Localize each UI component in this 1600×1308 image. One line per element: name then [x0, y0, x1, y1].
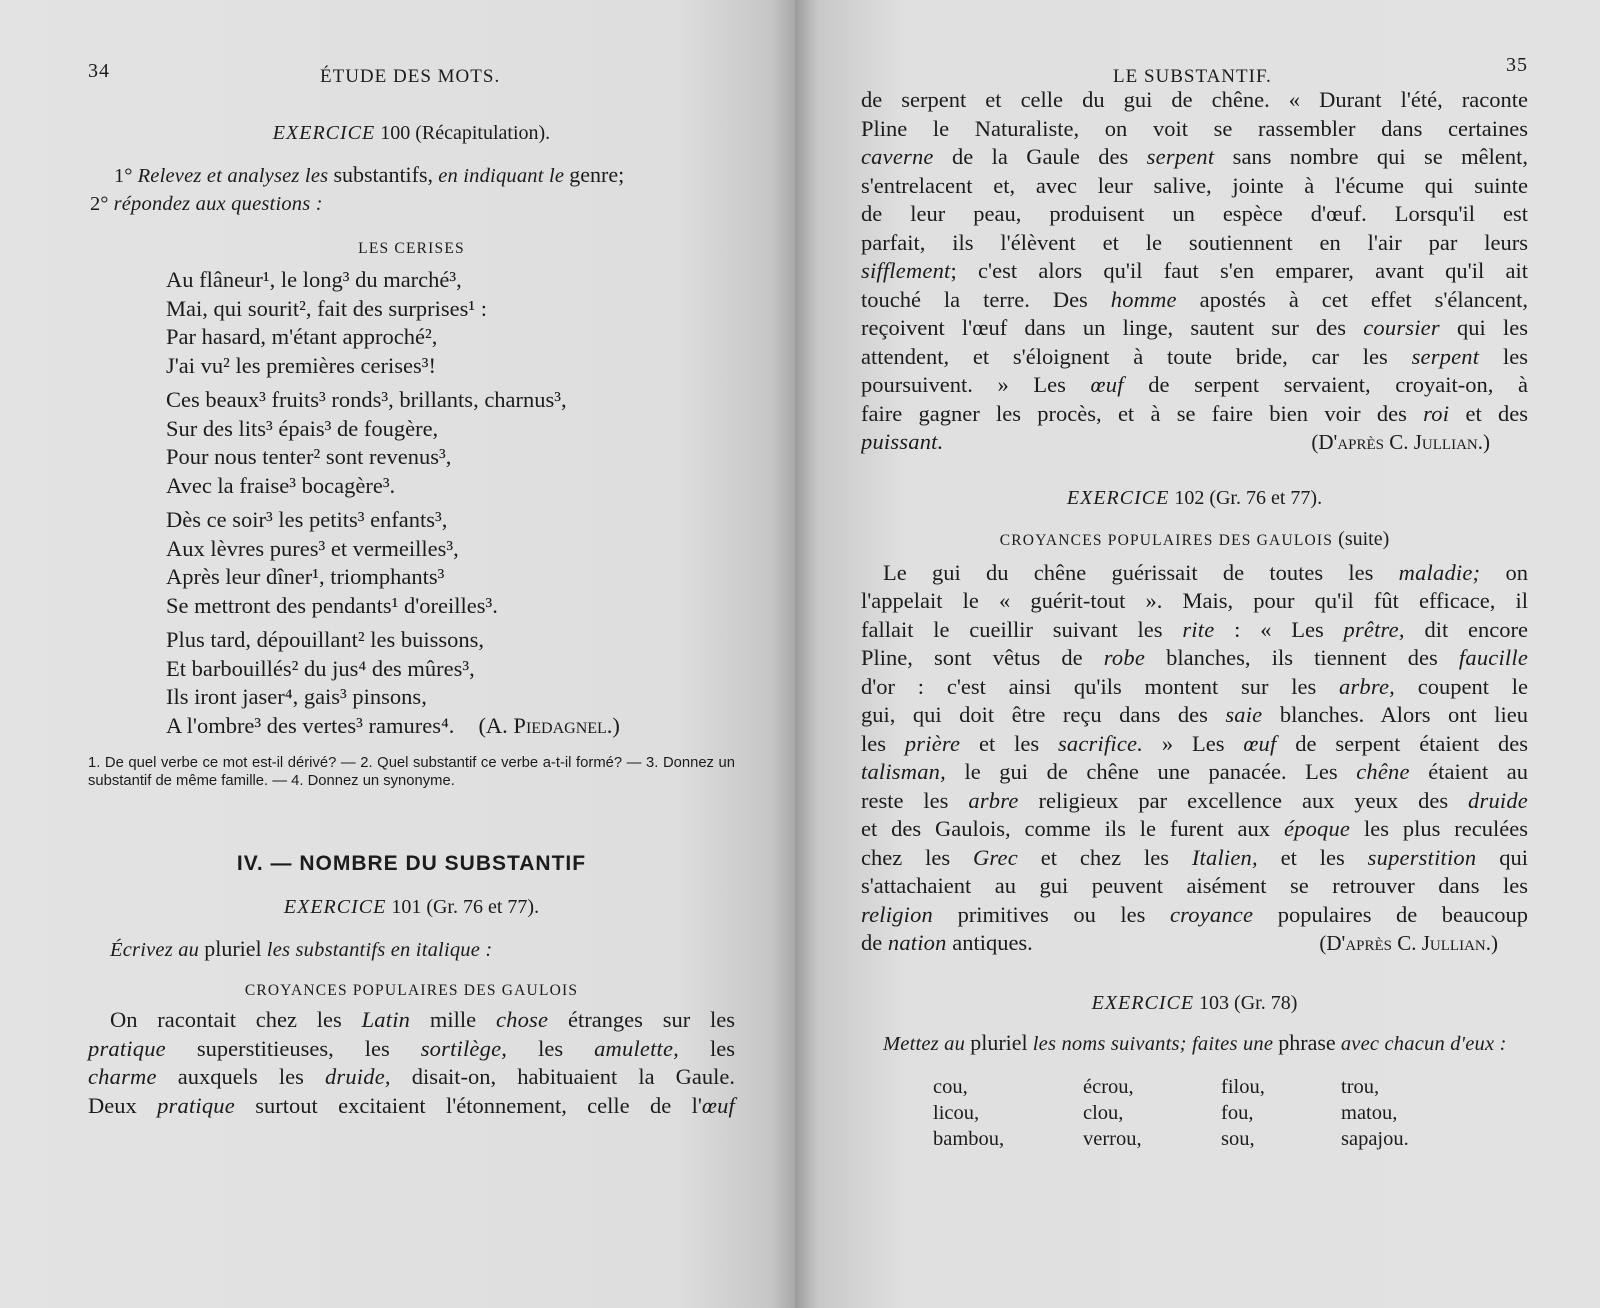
exercise-101-heading	[88, 896, 735, 919]
poem-title: LES CERISES	[358, 240, 465, 257]
poem-line: Dès ce soir³ les petits³ enfants³,	[166, 507, 448, 532]
exercise-subtitle: (Récapitulation).	[415, 122, 551, 144]
text-run: chez les	[861, 844, 973, 870]
exercise-100-instructions	[88, 161, 735, 190]
italic-word: œuf	[1090, 372, 1124, 397]
text-run: et des Gaulois, comme ils le furent aux	[861, 816, 1284, 841]
poem-line: Au flâneur¹, le long³ du marché³,	[166, 267, 462, 292]
left-running-head	[88, 60, 735, 90]
text-run: blanches. Alors ont lieu	[1262, 702, 1528, 727]
exercise-102-title-text: CROYANCES POPULAIRES DES GAULOIS	[999, 531, 1334, 549]
text-run: de serpent servaient, croyait-on, à	[1123, 372, 1528, 397]
text-run: parfait, ils l'élèvent et le soutiennent en l'air par leurs	[861, 229, 1528, 255]
exercise-103-heading	[861, 992, 1528, 1015]
poem-attribution: (A. Piedagnel.)	[478, 712, 620, 738]
text-line	[88, 1092, 735, 1121]
poem	[88, 266, 735, 740]
exercise-101-title: CROYANCES POPULAIRES DES GAULOIS	[244, 982, 579, 999]
text-line	[861, 758, 1528, 787]
text-run: » Les	[1143, 730, 1244, 756]
text-line	[861, 86, 1528, 115]
poem-line: Avec la fraise³ bocagère³.	[166, 472, 396, 498]
text-run: et des	[1449, 400, 1529, 426]
poem-line: A l'ombre³ des vertes³ ramures⁴. (A. Piedagnel.)	[166, 712, 620, 738]
poem-stanza	[166, 266, 735, 380]
text-line	[861, 559, 1528, 588]
text-run: de serpent et celle du gui de chêne. « Durant l'été, raconte	[861, 87, 1528, 112]
exercise-102-final-line	[861, 929, 1528, 958]
text-run: étaient au	[1409, 759, 1529, 784]
poem-line: Sur des lits³ épais³ de fougère,	[166, 415, 439, 441]
italic-word: caverne	[861, 144, 934, 169]
word-list	[933, 1074, 1528, 1152]
italic-word: serpent	[1146, 144, 1215, 169]
text-run: poursuivent. » Les	[861, 372, 1091, 397]
text-line	[861, 872, 1528, 901]
text-line	[861, 815, 1528, 844]
right-running-title: LE SUBSTANTIF.	[1113, 66, 1272, 87]
text-run: de serpent étaient des	[1276, 730, 1528, 756]
left-page	[0, 0, 795, 1308]
italic-word: époque	[1283, 816, 1351, 841]
poem-line: Plus tard, dépouillant² les buissons,	[166, 627, 484, 652]
text-run: les plus reculées	[1350, 816, 1529, 841]
exercise-101-text	[88, 1006, 735, 1120]
poem-line: Après leur dîner¹, triomphants³	[166, 564, 445, 589]
exercise-101-attribution: (D'après C. Jullian.)	[1311, 430, 1490, 454]
left-running-title: ÉTUDE DES MOTS.	[320, 66, 501, 87]
italic-word: chose	[495, 1007, 549, 1032]
italic-word: sortilège,	[420, 1035, 508, 1061]
section-title: IV. — NOMBRE DU SUBSTANTIF	[236, 852, 587, 875]
word-item: écrou,	[1083, 1075, 1134, 1098]
text-run: attendent, et s'éloignent à toute bride, car les	[861, 343, 1412, 369]
poem-stanza	[166, 626, 735, 740]
text-run: ; c'est alors qu'il faut s'en emparer, avant qu'il ait	[950, 258, 1528, 283]
italic-word: roi	[1423, 400, 1450, 426]
left-page-number: 34	[88, 60, 110, 82]
right-running-head	[861, 54, 1528, 90]
italic-word: arbre	[968, 787, 1019, 813]
text-line	[88, 1006, 735, 1035]
exercise-number: 102	[1174, 486, 1205, 509]
text-run: les	[679, 1035, 735, 1061]
poem-line: J'ai vu² les premières cerises³!	[166, 352, 436, 378]
italic-word: Grec	[972, 844, 1018, 870]
italic-word: croyance	[1169, 901, 1254, 927]
text-line	[861, 616, 1528, 645]
poem-line: Ces beaux³ fruits³ ronds³, brillants, charnus³,	[166, 387, 567, 412]
instruction-text: Mettez au	[883, 1032, 966, 1055]
text-run: : « Les	[1214, 616, 1344, 642]
text-run: s'entrelacent et, avec leur salive, jointe à l'écume qui suinte	[861, 172, 1528, 198]
text-run: surtout excitaient l'étonnement, celle de l'	[234, 1092, 702, 1118]
exercise-101-continuation	[861, 86, 1528, 428]
italic-word: prêtre,	[1343, 616, 1405, 642]
word-item: licou,	[933, 1101, 980, 1124]
italic-word: amulette,	[594, 1035, 679, 1061]
italic-word: religion	[861, 901, 934, 927]
text-run: sans nombre qui se mêlent,	[1214, 144, 1528, 169]
exercise-number: 101	[391, 896, 422, 918]
text-line	[861, 314, 1528, 343]
text-line	[861, 143, 1528, 172]
instruction-text: les substantifs en italique :	[266, 939, 493, 961]
text-run: Le gui du chêne guérissait de toutes les	[883, 559, 1399, 585]
text-line	[861, 343, 1528, 372]
text-run: l'appelait le « guérit-tout ». Mais, pour qu'il fût efficace, il	[861, 588, 1528, 613]
text-run: touché la terre. Des	[861, 286, 1111, 312]
text-run: reste les	[861, 787, 969, 813]
text-run: Pline le Naturaliste, on voit se rassembler dans certaines	[861, 115, 1528, 141]
poem-line: Se mettront des pendants¹ d'oreilles³.	[166, 592, 498, 618]
exercise-subtitle: (Gr. 76 et 77).	[426, 896, 540, 918]
exercise-101-instructions	[88, 935, 735, 964]
italic-word: œuf	[1243, 730, 1277, 756]
italic-word: chêne	[1356, 759, 1410, 784]
instruction-text: les noms suivants; faites une	[1032, 1032, 1274, 1055]
exercise-subtitle: (Gr. 76 et 77).	[1209, 486, 1323, 509]
poem-line: Par hasard, m'étant approché²,	[166, 324, 438, 349]
text-line	[861, 673, 1528, 702]
text-run: faire gagner les procès, et à se faire bien voir des	[861, 400, 1424, 426]
text-line	[861, 371, 1528, 400]
italic-word: charme	[88, 1064, 157, 1089]
text-run: et chez les	[1017, 844, 1192, 870]
text-line	[861, 587, 1528, 616]
poem-stanza	[166, 386, 735, 500]
right-page-number: 35	[1506, 54, 1528, 76]
italic-word: faucille	[1458, 645, 1528, 670]
text-run: primitives ou les	[933, 901, 1170, 927]
italic-word: rite	[1182, 616, 1215, 642]
exercise-100-heading	[88, 122, 735, 145]
instruction-keyword: phrase	[1278, 1029, 1336, 1055]
text-run: qui	[1476, 844, 1528, 870]
instruction-text: avec chacun d'eux :	[1340, 1032, 1507, 1055]
exercise-label: EXERCICE	[283, 896, 387, 918]
word-item: sapajou.	[1341, 1127, 1409, 1150]
text-line	[861, 844, 1528, 873]
text-run: coupent le	[1395, 673, 1528, 699]
italic-word: superstition	[1367, 844, 1477, 870]
italic-word: saie	[1225, 702, 1263, 727]
instruction-number: 2°	[90, 193, 109, 215]
text-run: s'attachaient au gui peuvent aisément se retrouver dans les	[861, 873, 1528, 898]
text-run: les	[861, 730, 905, 756]
instruction-text: Relevez et analysez les	[137, 165, 329, 187]
instruction-text: en indiquant le	[438, 165, 565, 187]
instruction-keyword: pluriel	[970, 1029, 1028, 1055]
instruction-keyword: pluriel	[204, 936, 262, 961]
italic-word: sifflement	[861, 258, 951, 283]
text-run: et les	[960, 730, 1058, 756]
italic-word: homme	[1110, 286, 1177, 312]
exercise-102-attribution: (D'après C. Jullian.)	[1319, 931, 1498, 955]
text-run: On racontait chez les	[110, 1007, 362, 1032]
text-line	[88, 1035, 735, 1064]
text-run: auxquels les	[156, 1064, 325, 1089]
right-page	[795, 0, 1600, 1308]
final-line-word: nation	[887, 930, 947, 955]
italic-word: coursier	[1363, 315, 1440, 340]
poem-line: Ils iront jaser⁴, gais³ pinsons,	[166, 684, 427, 709]
final-word: puissant.	[861, 429, 944, 454]
italic-word: pratique	[157, 1092, 235, 1118]
exercise-label: EXERCICE	[1091, 991, 1195, 1014]
italic-word: druide	[1468, 787, 1528, 813]
word-item: cou,	[933, 1075, 968, 1098]
text-run: reçoivent l'œuf dans un linge, sautent sur des	[861, 315, 1364, 340]
exercise-102-text	[861, 559, 1528, 930]
word-item: bambou,	[933, 1127, 1005, 1150]
instruction-keyword: substantifs,	[333, 162, 434, 187]
text-run: qui les	[1439, 315, 1528, 340]
exercise-100-notes: 1. De quel verbe ce mot est-il dérivé? — 2. Quel substantif ce verbe a-t-il formé? — 3. Donnez un substantif de même famille. — 4. Donnez un synonyme.	[88, 755, 735, 789]
final-line-end: antiques.	[946, 930, 1033, 955]
text-run: Pline, sont vêtus de	[861, 645, 1104, 670]
instruction-number: 1°	[114, 165, 133, 187]
italic-word: arbre,	[1339, 673, 1395, 699]
italic-word: Italien,	[1191, 844, 1258, 870]
exercise-label: EXERCICE	[272, 122, 376, 144]
text-run: apostés à cet effet s'élancent,	[1176, 286, 1528, 312]
text-run: d'or : c'est ainsi qu'ils montent sur les	[861, 673, 1339, 699]
text-run: disait-on, habituaient la Gaule.	[390, 1064, 735, 1089]
text-run: blanches, ils tiennent des	[1145, 645, 1459, 670]
poem-line: Mai, qui sourit², fait des surprises¹ :	[166, 295, 487, 321]
exercise-subtitle: (Gr. 78)	[1234, 991, 1298, 1014]
italic-word: pratique	[88, 1035, 166, 1061]
text-line	[861, 286, 1528, 315]
text-run: populaires de beaucoup	[1253, 901, 1528, 927]
text-run: et les	[1257, 844, 1368, 870]
word-item: filou,	[1221, 1075, 1265, 1098]
italic-word: talisman,	[861, 759, 946, 784]
exercise-102-title	[861, 528, 1528, 551]
text-line	[861, 200, 1528, 229]
text-line	[861, 787, 1528, 816]
italic-word: œuf	[701, 1092, 735, 1118]
text-run: mille	[410, 1007, 496, 1032]
word-item: verrou,	[1083, 1127, 1142, 1150]
text-line	[861, 172, 1528, 201]
text-run: gui, qui doit être reçu dans des	[861, 702, 1226, 727]
word-item: clou,	[1083, 1101, 1124, 1124]
text-run: religieux par excellence aux yeux des	[1018, 787, 1469, 813]
word-item: matou,	[1341, 1101, 1398, 1124]
italic-word: serpent	[1411, 343, 1480, 369]
poem-line: Et barbouillés² du jus⁴ des mûres³,	[166, 655, 475, 681]
instruction-keyword: genre;	[569, 162, 625, 187]
exercise-label: EXERCICE	[1066, 486, 1170, 509]
text-run: fallait le cueillir suivant les	[861, 616, 1183, 642]
final-line-start: de	[861, 930, 888, 955]
text-run: les	[1479, 343, 1528, 369]
text-run: les	[507, 1035, 595, 1061]
text-run: dit encore	[1404, 616, 1528, 642]
italic-word: sacrifice.	[1057, 730, 1144, 756]
exercise-number: 103	[1199, 991, 1230, 1014]
text-line	[861, 115, 1528, 144]
text-run: de leur peau, produisent un espèce d'œuf. Lorsqu'il est	[861, 201, 1528, 226]
text-line	[861, 229, 1528, 258]
text-run: superstitieuses, les	[165, 1035, 421, 1061]
exercise-101-final-line	[861, 428, 1528, 457]
text-line	[861, 730, 1528, 759]
exercise-102-title-suffix: (suite)	[1338, 527, 1390, 550]
instruction-text: Écrivez au	[110, 939, 200, 961]
text-run: on	[1480, 559, 1528, 585]
text-run: de la Gaule des	[933, 144, 1147, 169]
text-line	[88, 1063, 735, 1092]
text-run: étranges sur les	[548, 1007, 735, 1032]
poem-line: Pour nous tenter² sont revenus³,	[166, 444, 452, 469]
word-item: trou,	[1341, 1075, 1380, 1098]
text-line	[861, 644, 1528, 673]
word-item: fou,	[1221, 1101, 1254, 1124]
italic-word: robe	[1103, 645, 1146, 670]
italic-word: druide,	[324, 1064, 391, 1089]
text-line	[861, 901, 1528, 930]
italic-word: Latin	[361, 1007, 411, 1032]
exercise-number: 100	[380, 122, 411, 144]
text-line	[861, 257, 1528, 286]
exercise-100-instructions-2	[90, 190, 735, 218]
text-run: le gui de chêne une panacée. Les	[945, 759, 1357, 784]
text-run: Deux	[88, 1092, 158, 1118]
exercise-103-instructions	[861, 1029, 1528, 1058]
instruction-text: répondez aux questions :	[113, 193, 323, 215]
poem-line: Aux lèvres pures³ et vermeilles³,	[166, 535, 459, 561]
word-item: sou,	[1221, 1127, 1255, 1150]
text-line	[861, 400, 1528, 429]
italic-word: prière	[904, 730, 961, 756]
italic-word: maladie;	[1398, 559, 1481, 585]
exercise-102-heading	[861, 487, 1528, 510]
text-line	[861, 701, 1528, 730]
poem-stanza	[166, 506, 735, 620]
